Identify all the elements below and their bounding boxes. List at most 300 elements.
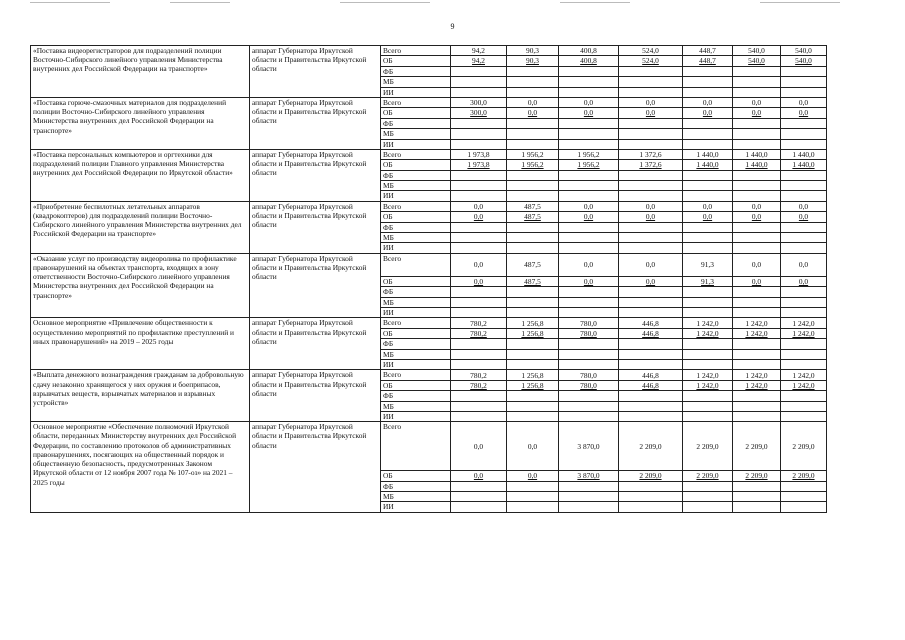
amount-cell bbox=[619, 380, 683, 390]
amount-cell bbox=[507, 401, 559, 411]
amount-cell: 2 209,0 bbox=[683, 422, 733, 471]
amount-cell: 446,8 bbox=[619, 318, 683, 328]
amount-cell: 2 209,0 bbox=[733, 422, 781, 471]
amount-cell bbox=[619, 339, 683, 349]
amount-cell bbox=[619, 118, 683, 128]
executor-cell: аппарат Губернатора Иркутской области и Правительства Иркутской области bbox=[250, 97, 381, 149]
amount-cell bbox=[619, 328, 683, 338]
amount-cell bbox=[451, 287, 507, 297]
amount-cell bbox=[559, 170, 619, 180]
funding-source-cell: ФБ bbox=[381, 391, 451, 401]
amount-cell bbox=[733, 297, 781, 307]
amount-cell bbox=[559, 87, 619, 97]
amount-cell: 0,0 bbox=[559, 201, 619, 211]
amount-cell bbox=[733, 233, 781, 243]
amount-cell bbox=[781, 471, 827, 481]
amount-cell: 0,0 bbox=[507, 422, 559, 471]
amount-cell bbox=[683, 380, 733, 390]
amount-cell: 0,0 bbox=[451, 253, 507, 276]
amount-cell bbox=[733, 139, 781, 149]
amount-cell bbox=[683, 66, 733, 76]
amount-cell bbox=[781, 222, 827, 232]
amount-cell bbox=[683, 328, 733, 338]
amount-cell bbox=[619, 212, 683, 222]
funding-source-cell: ОБ bbox=[381, 160, 451, 170]
amount-cell bbox=[559, 328, 619, 338]
amount-cell bbox=[451, 160, 507, 170]
funding-source-cell: ОБ bbox=[381, 380, 451, 390]
scan-line bbox=[760, 2, 840, 3]
amount-cell bbox=[451, 108, 507, 118]
amount-cell bbox=[683, 212, 733, 222]
amount-value: 2 209,0 bbox=[696, 471, 719, 481]
amount-cell bbox=[733, 191, 781, 201]
amount-value: 0,0 bbox=[751, 212, 762, 222]
amount-cell bbox=[451, 129, 507, 139]
amount-cell bbox=[559, 139, 619, 149]
amount-cell bbox=[559, 243, 619, 253]
amount-cell bbox=[733, 380, 781, 390]
amount-value: 0,0 bbox=[473, 471, 484, 481]
amount-cell: 780,2 bbox=[451, 318, 507, 328]
amount-value: 1 956,2 bbox=[577, 160, 600, 170]
amount-cell bbox=[733, 129, 781, 139]
amount-cell bbox=[781, 391, 827, 401]
amount-cell bbox=[619, 276, 683, 286]
amount-cell: 90,3 bbox=[507, 46, 559, 56]
amount-value: 0,0 bbox=[798, 108, 809, 118]
amount-cell bbox=[507, 307, 559, 317]
funding-source-cell: ФБ bbox=[381, 287, 451, 297]
amount-cell: 0,0 bbox=[683, 97, 733, 107]
amount-cell bbox=[733, 287, 781, 297]
amount-cell bbox=[559, 181, 619, 191]
amount-cell bbox=[507, 233, 559, 243]
amount-cell bbox=[451, 191, 507, 201]
amount-value: 780,2 bbox=[470, 380, 487, 390]
amount-value: 780,0 bbox=[580, 380, 597, 390]
amount-cell: 0,0 bbox=[619, 253, 683, 276]
amount-cell bbox=[733, 66, 781, 76]
amount-cell bbox=[781, 181, 827, 191]
amount-cell bbox=[619, 391, 683, 401]
amount-cell bbox=[781, 191, 827, 201]
funding-source-cell: ИИ bbox=[381, 243, 451, 253]
amount-cell bbox=[733, 401, 781, 411]
amount-cell: 780,0 bbox=[559, 370, 619, 380]
funding-source-cell: МБ bbox=[381, 297, 451, 307]
amount-cell bbox=[683, 359, 733, 369]
amount-value: 780,0 bbox=[580, 328, 597, 338]
amount-value: 1 372,6 bbox=[639, 160, 662, 170]
funding-source-cell: ФБ bbox=[381, 118, 451, 128]
amount-value: 0,0 bbox=[473, 212, 484, 222]
amount-cell bbox=[451, 66, 507, 76]
amount-cell bbox=[507, 391, 559, 401]
amount-cell bbox=[451, 471, 507, 481]
amount-cell bbox=[733, 471, 781, 481]
activity-name-cell: «Выплата денежного вознаграждения гражданам за добровольную сдачу незаконно хранящегося у них оружия и боеприпасов, взрывчатых веществ, взрывчатых материалов и взрывных устройств» bbox=[31, 370, 250, 422]
amount-value: 1 242,0 bbox=[745, 328, 768, 338]
amount-cell bbox=[683, 56, 733, 66]
executor-cell: аппарат Губернатора Иркутской области и Правительства Иркутской области bbox=[250, 318, 381, 370]
amount-cell: 1 242,0 bbox=[781, 318, 827, 328]
amount-cell bbox=[507, 170, 559, 180]
amount-cell: 1 440,0 bbox=[683, 149, 733, 159]
amount-cell: 487,5 bbox=[507, 201, 559, 211]
amount-cell bbox=[507, 359, 559, 369]
amount-value: 1 242,0 bbox=[745, 380, 768, 390]
amount-cell bbox=[451, 391, 507, 401]
amount-cell bbox=[619, 471, 683, 481]
scan-line bbox=[560, 2, 630, 3]
amount-cell bbox=[451, 411, 507, 421]
amount-cell bbox=[451, 212, 507, 222]
executor-cell: аппарат Губернатора Иркутской области и Правительства Иркутской области bbox=[250, 253, 381, 318]
amount-cell bbox=[451, 492, 507, 502]
amount-cell bbox=[451, 328, 507, 338]
amount-cell bbox=[559, 118, 619, 128]
funding-source-cell: МБ bbox=[381, 492, 451, 502]
amount-cell bbox=[683, 287, 733, 297]
amount-cell bbox=[683, 160, 733, 170]
executor-cell: аппарат Губернатора Иркутской области и Правительства Иркутской области bbox=[250, 46, 381, 98]
table-row bbox=[31, 318, 827, 328]
amount-cell bbox=[619, 222, 683, 232]
amount-cell: 2 209,0 bbox=[781, 422, 827, 471]
amount-cell bbox=[451, 297, 507, 307]
amount-cell bbox=[507, 287, 559, 297]
amount-cell bbox=[683, 276, 733, 286]
amount-cell bbox=[733, 411, 781, 421]
amount-cell: 2 209,0 bbox=[619, 422, 683, 471]
funding-source-cell: Всего bbox=[381, 253, 451, 276]
amount-cell bbox=[451, 349, 507, 359]
amount-cell bbox=[507, 118, 559, 128]
amount-cell: 1 956,2 bbox=[507, 149, 559, 159]
amount-value: 300,0 bbox=[470, 108, 487, 118]
amount-cell bbox=[781, 481, 827, 491]
amount-cell bbox=[733, 492, 781, 502]
amount-cell: 400,8 bbox=[559, 46, 619, 56]
amount-cell: 487,5 bbox=[507, 253, 559, 276]
amount-value: 540,0 bbox=[748, 56, 765, 66]
amount-cell bbox=[451, 481, 507, 491]
amount-cell bbox=[733, 328, 781, 338]
executor-cell: аппарат Губернатора Иркутской области и Правительства Иркутской области bbox=[250, 149, 381, 201]
amount-cell bbox=[559, 233, 619, 243]
funding-source-cell: ОБ bbox=[381, 108, 451, 118]
amount-cell bbox=[559, 212, 619, 222]
amount-cell bbox=[507, 160, 559, 170]
amount-cell bbox=[781, 243, 827, 253]
amount-cell bbox=[781, 77, 827, 87]
amount-cell bbox=[507, 411, 559, 421]
amount-value: 0,0 bbox=[702, 212, 713, 222]
funding-source-cell: ОБ bbox=[381, 212, 451, 222]
funding-source-cell: Всего bbox=[381, 149, 451, 159]
amount-cell bbox=[781, 66, 827, 76]
amount-value: 1 256,8 bbox=[521, 380, 544, 390]
amount-cell bbox=[559, 502, 619, 512]
amount-cell: 1 242,0 bbox=[781, 370, 827, 380]
amount-cell bbox=[781, 118, 827, 128]
amount-cell bbox=[683, 307, 733, 317]
amount-cell: 1 256,8 bbox=[507, 318, 559, 328]
amount-cell bbox=[559, 222, 619, 232]
amount-value: 0,0 bbox=[798, 276, 809, 286]
amount-cell bbox=[619, 401, 683, 411]
amount-value: 0,0 bbox=[751, 276, 762, 286]
amount-cell bbox=[559, 411, 619, 421]
amount-cell bbox=[781, 401, 827, 411]
funding-source-cell: Всего bbox=[381, 422, 451, 471]
amount-cell: 446,8 bbox=[619, 370, 683, 380]
amount-cell bbox=[781, 233, 827, 243]
amount-cell bbox=[733, 391, 781, 401]
funding-source-cell: ОБ bbox=[381, 328, 451, 338]
amount-cell: 0,0 bbox=[559, 253, 619, 276]
table-row bbox=[31, 149, 827, 159]
amount-cell bbox=[559, 481, 619, 491]
amount-cell bbox=[559, 129, 619, 139]
amount-cell bbox=[733, 359, 781, 369]
funding-source-cell: ИИ bbox=[381, 359, 451, 369]
amount-value: 0,0 bbox=[527, 108, 538, 118]
amount-cell bbox=[683, 233, 733, 243]
amount-cell bbox=[559, 287, 619, 297]
table-row bbox=[31, 46, 827, 56]
amount-cell bbox=[507, 380, 559, 390]
amount-value: 0,0 bbox=[645, 108, 656, 118]
amount-cell bbox=[451, 118, 507, 128]
amount-value: 0,0 bbox=[798, 212, 809, 222]
amount-cell bbox=[619, 129, 683, 139]
amount-cell bbox=[733, 87, 781, 97]
amount-cell: 0,0 bbox=[733, 201, 781, 211]
amount-value: 1 440,0 bbox=[745, 160, 768, 170]
amount-cell bbox=[683, 181, 733, 191]
amount-cell bbox=[507, 212, 559, 222]
amount-cell bbox=[507, 77, 559, 87]
amount-cell bbox=[733, 222, 781, 232]
amount-cell bbox=[683, 339, 733, 349]
funding-source-cell: ИИ bbox=[381, 307, 451, 317]
table-row bbox=[31, 97, 827, 107]
amount-value: 90,3 bbox=[526, 56, 539, 66]
amount-cell: 0,0 bbox=[559, 97, 619, 107]
amount-cell bbox=[451, 276, 507, 286]
amount-value: 400,8 bbox=[580, 56, 597, 66]
funding-source-cell: ОБ bbox=[381, 56, 451, 66]
amount-cell bbox=[781, 297, 827, 307]
table-row bbox=[31, 422, 827, 471]
amount-cell bbox=[507, 481, 559, 491]
amount-cell bbox=[619, 139, 683, 149]
amount-cell bbox=[781, 339, 827, 349]
amount-cell bbox=[559, 359, 619, 369]
amount-cell: 1 973,8 bbox=[451, 149, 507, 159]
amount-value: 2 209,0 bbox=[745, 471, 768, 481]
funding-source-cell: МБ bbox=[381, 129, 451, 139]
amount-cell bbox=[619, 502, 683, 512]
amount-cell bbox=[619, 481, 683, 491]
activity-name-cell: «Поставка горюче-смазочных материалов для подразделений полиции Восточно-Сибирского линейного управления Министерства внутренних дел Российской Федерации на транспорте» bbox=[31, 97, 250, 149]
amount-cell bbox=[559, 492, 619, 502]
amount-cell: 0,0 bbox=[733, 253, 781, 276]
amount-cell: 0,0 bbox=[619, 97, 683, 107]
amount-cell bbox=[619, 359, 683, 369]
amount-cell bbox=[451, 502, 507, 512]
amount-cell: 3 870,0 bbox=[559, 422, 619, 471]
amount-cell bbox=[451, 401, 507, 411]
amount-cell bbox=[781, 56, 827, 66]
amount-cell bbox=[619, 307, 683, 317]
amount-cell bbox=[619, 56, 683, 66]
amount-cell bbox=[733, 77, 781, 87]
amount-cell bbox=[559, 66, 619, 76]
amount-value: 448,7 bbox=[699, 56, 716, 66]
amount-cell bbox=[733, 502, 781, 512]
amount-cell bbox=[733, 170, 781, 180]
amount-cell bbox=[733, 276, 781, 286]
amount-cell bbox=[451, 181, 507, 191]
amount-cell: 1 440,0 bbox=[733, 149, 781, 159]
amount-cell: 0,0 bbox=[507, 97, 559, 107]
funding-source-cell: ОБ bbox=[381, 276, 451, 286]
amount-cell bbox=[683, 118, 733, 128]
amount-cell: 91,3 bbox=[683, 253, 733, 276]
amount-value: 0,0 bbox=[583, 276, 594, 286]
funding-source-cell: Всего bbox=[381, 46, 451, 56]
amount-cell bbox=[683, 471, 733, 481]
amount-cell bbox=[507, 328, 559, 338]
amount-cell bbox=[451, 380, 507, 390]
amount-cell bbox=[683, 129, 733, 139]
amount-cell: 0,0 bbox=[733, 97, 781, 107]
amount-cell bbox=[451, 56, 507, 66]
amount-cell bbox=[619, 492, 683, 502]
amount-cell bbox=[781, 108, 827, 118]
funding-source-cell: ФБ bbox=[381, 481, 451, 491]
funding-source-cell: МБ bbox=[381, 401, 451, 411]
activity-name-cell: Основное мероприятие «Обеспечение полномочий Иркутской области, переданных Министерству внутренних дел Российской Федерации, по составлению протоколов об административных правонарушениях, посягающих на общественный порядок и общественную безопасность, предусмотренных Законом Иркутской области от 12 ноября 2007 года № 107-оз» на 2021 – 2025 годы bbox=[31, 422, 250, 513]
amount-cell bbox=[733, 349, 781, 359]
amount-cell: 1 256,8 bbox=[507, 370, 559, 380]
amount-cell bbox=[733, 160, 781, 170]
amount-cell bbox=[559, 401, 619, 411]
amount-cell bbox=[781, 170, 827, 180]
amount-cell: 540,0 bbox=[733, 46, 781, 56]
amount-cell bbox=[507, 222, 559, 232]
funding-source-cell: ФБ bbox=[381, 170, 451, 180]
amount-cell bbox=[683, 139, 733, 149]
amount-cell bbox=[733, 56, 781, 66]
amount-value: 524,0 bbox=[642, 56, 659, 66]
amount-cell bbox=[683, 77, 733, 87]
amount-cell: 0,0 bbox=[781, 97, 827, 107]
amount-cell bbox=[619, 66, 683, 76]
amount-cell bbox=[559, 349, 619, 359]
amount-cell: 1 242,0 bbox=[733, 370, 781, 380]
amount-cell: 0,0 bbox=[781, 201, 827, 211]
amount-value: 1 440,0 bbox=[792, 160, 815, 170]
scan-line bbox=[30, 2, 110, 3]
amount-cell: 524,0 bbox=[619, 46, 683, 56]
funding-source-cell: МБ bbox=[381, 233, 451, 243]
amount-cell bbox=[559, 339, 619, 349]
amount-cell: 1 956,2 bbox=[559, 149, 619, 159]
activity-name-cell: «Приобретение беспилотных летательных аппаратов (квадрокоптеров) для подразделений полиции Восточно-Сибирского линейного управления Министерства внутренних дел Российской Федерации на транспорте» bbox=[31, 201, 250, 253]
amount-cell: 1 242,0 bbox=[683, 370, 733, 380]
funding-source-cell: Всего bbox=[381, 370, 451, 380]
amount-cell bbox=[733, 243, 781, 253]
amount-cell bbox=[559, 160, 619, 170]
amount-value: 1 242,0 bbox=[696, 380, 719, 390]
funding-source-cell: МБ bbox=[381, 349, 451, 359]
page-number: 9 bbox=[450, 22, 455, 31]
amount-cell bbox=[683, 222, 733, 232]
amount-cell bbox=[507, 87, 559, 97]
amount-cell bbox=[507, 129, 559, 139]
amount-value: 1 973,8 bbox=[467, 160, 490, 170]
amount-cell bbox=[507, 66, 559, 76]
amount-cell bbox=[781, 129, 827, 139]
amount-cell: 300,0 bbox=[451, 97, 507, 107]
funding-source-cell: ИИ bbox=[381, 191, 451, 201]
funding-source-cell: ФБ bbox=[381, 66, 451, 76]
amount-cell bbox=[559, 191, 619, 201]
amount-cell bbox=[451, 359, 507, 369]
amount-cell bbox=[619, 108, 683, 118]
amount-cell bbox=[733, 481, 781, 491]
executor-cell: аппарат Губернатора Иркутской области и Правительства Иркутской области bbox=[250, 370, 381, 422]
amount-cell bbox=[781, 307, 827, 317]
amount-cell: 0,0 bbox=[451, 201, 507, 211]
amount-cell bbox=[559, 297, 619, 307]
amount-cell: 1 242,0 bbox=[683, 318, 733, 328]
amount-cell bbox=[507, 139, 559, 149]
funding-source-cell: ФБ bbox=[381, 339, 451, 349]
amount-cell: 448,7 bbox=[683, 46, 733, 56]
executor-cell: аппарат Губернатора Иркутской области и Правительства Иркутской области bbox=[250, 201, 381, 253]
amount-cell bbox=[559, 56, 619, 66]
amount-cell bbox=[781, 87, 827, 97]
amount-cell bbox=[619, 87, 683, 97]
funding-source-cell: Всего bbox=[381, 97, 451, 107]
amount-cell: 94,2 bbox=[451, 46, 507, 56]
amount-value: 446,8 bbox=[642, 380, 659, 390]
amount-cell bbox=[733, 307, 781, 317]
amount-cell bbox=[559, 276, 619, 286]
amount-cell bbox=[683, 481, 733, 491]
amount-cell bbox=[451, 87, 507, 97]
scan-line bbox=[340, 2, 430, 3]
amount-cell bbox=[451, 233, 507, 243]
amount-cell bbox=[619, 170, 683, 180]
amount-value: 487,5 bbox=[524, 212, 541, 222]
amount-cell bbox=[619, 181, 683, 191]
amount-cell bbox=[683, 191, 733, 201]
amount-cell: 0,0 bbox=[619, 201, 683, 211]
amount-value: 1 242,0 bbox=[792, 380, 815, 390]
activity-name-cell: «Оказание услуг по производству видеоролика по профилактике правонарушений на объектах транспорта, входящих в зону ответственности Восточно-Сибирского линейного управления Министерства внутренних дел Российской Федерации на транспорте» bbox=[31, 253, 250, 318]
amount-cell bbox=[619, 160, 683, 170]
amount-value: 1 956,2 bbox=[521, 160, 544, 170]
amount-cell bbox=[619, 287, 683, 297]
amount-cell bbox=[559, 471, 619, 481]
amount-value: 3 870,0 bbox=[577, 471, 600, 481]
